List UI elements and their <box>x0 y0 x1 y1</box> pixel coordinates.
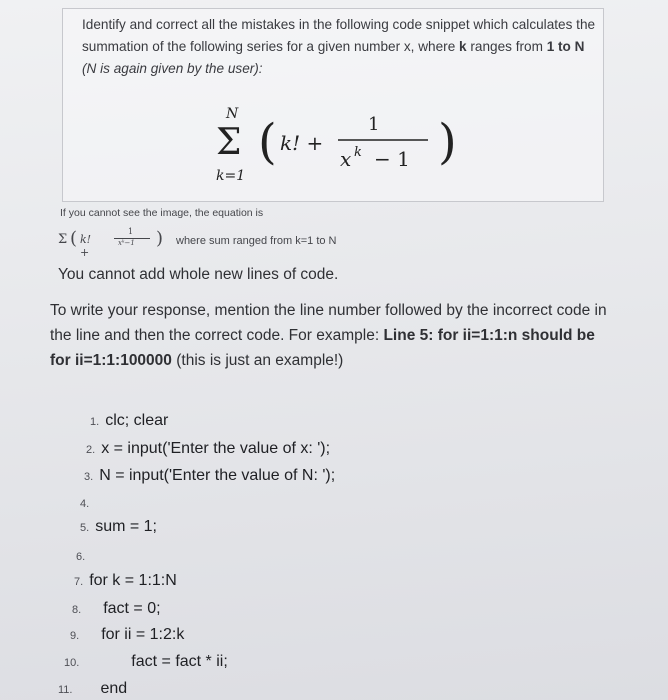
eq-den-base: x <box>340 147 352 171</box>
inline-term: k! + <box>80 233 92 259</box>
format-text-1: To write your response, mention the line number followed by the incorrect code in the line and then the correct code. For example: <box>50 302 607 344</box>
intro-range: 1 to N <box>546 39 585 54</box>
eq-den-rest: − 1 <box>374 147 410 171</box>
intro-k: k <box>459 39 467 54</box>
code-line <box>58 680 127 698</box>
line-code: end <box>100 680 128 697</box>
code-line <box>86 440 330 458</box>
line-number: 4. <box>80 498 90 510</box>
line-code: for k = 1:1:N <box>89 572 177 589</box>
eq-sigma: Σ <box>216 122 242 163</box>
line-code: sum = 1; <box>95 518 157 535</box>
inline-caption: where sum ranged from k=1 to N <box>176 235 337 247</box>
code-line <box>80 494 95 512</box>
format-example: Line 5: for ii=1:1:n should be for ii=1:1:100000 <box>50 327 595 369</box>
intro-paren: (N is again given by the user): <box>82 61 263 76</box>
line-number: 5. <box>80 522 90 534</box>
line-code: x = input('Enter the value of x: '); <box>101 440 331 457</box>
eq-upper: N <box>226 106 239 122</box>
eq-lower: k=1 <box>216 168 246 184</box>
line-number: 6. <box>76 551 86 563</box>
line-number: 2. <box>86 444 96 456</box>
inline-denominator: xᵏ−1 <box>118 239 135 247</box>
intro-text-2: ranges from <box>466 39 547 54</box>
intro-text-1: Identify and correct all the mistakes in the following code snippet which calculates the summation of the following series for a given number x, where <box>82 17 596 54</box>
line-number: 8. <box>72 604 82 616</box>
line-number: 7. <box>74 576 84 588</box>
inline-lparen: ( <box>70 228 78 249</box>
line-code: for ii = 1:2:k <box>101 626 185 643</box>
format-text-2: (this is just an example!) <box>171 352 344 369</box>
code-line <box>90 412 168 430</box>
code-line <box>74 572 177 590</box>
inline-numerator: 1 <box>128 227 134 236</box>
code-line <box>72 600 161 618</box>
inline-rparen: ) <box>156 228 164 249</box>
line-number: 9. <box>70 630 80 642</box>
line-number: 10. <box>64 657 80 669</box>
line-number: 1. <box>90 416 100 428</box>
code-line <box>64 653 228 671</box>
line-code: clc; clear <box>105 412 169 429</box>
eq-numerator: 1 <box>368 114 380 135</box>
code-line <box>80 518 157 536</box>
code-line <box>84 467 335 485</box>
eq-rparen: ) <box>438 114 457 170</box>
line-number: 11. <box>58 684 73 696</box>
code-line <box>70 626 184 644</box>
line-code: N = input('Enter the value of N: '); <box>99 467 336 484</box>
line-number: 3. <box>84 471 94 483</box>
inline-sigma: Σ <box>58 232 68 247</box>
eq-den-exp: k <box>354 145 362 160</box>
line-code: fact = fact * ii; <box>131 653 228 670</box>
line-code: fact = 0; <box>103 600 161 617</box>
image-fallback-note: If you cannot see the image, the equation is <box>60 207 264 219</box>
instruction-no-new-lines: You cannot add whole new lines of code. <box>58 266 339 283</box>
eq-lparen: ( <box>258 114 277 170</box>
eq-term1: k! + <box>280 131 324 155</box>
code-line <box>76 547 91 565</box>
